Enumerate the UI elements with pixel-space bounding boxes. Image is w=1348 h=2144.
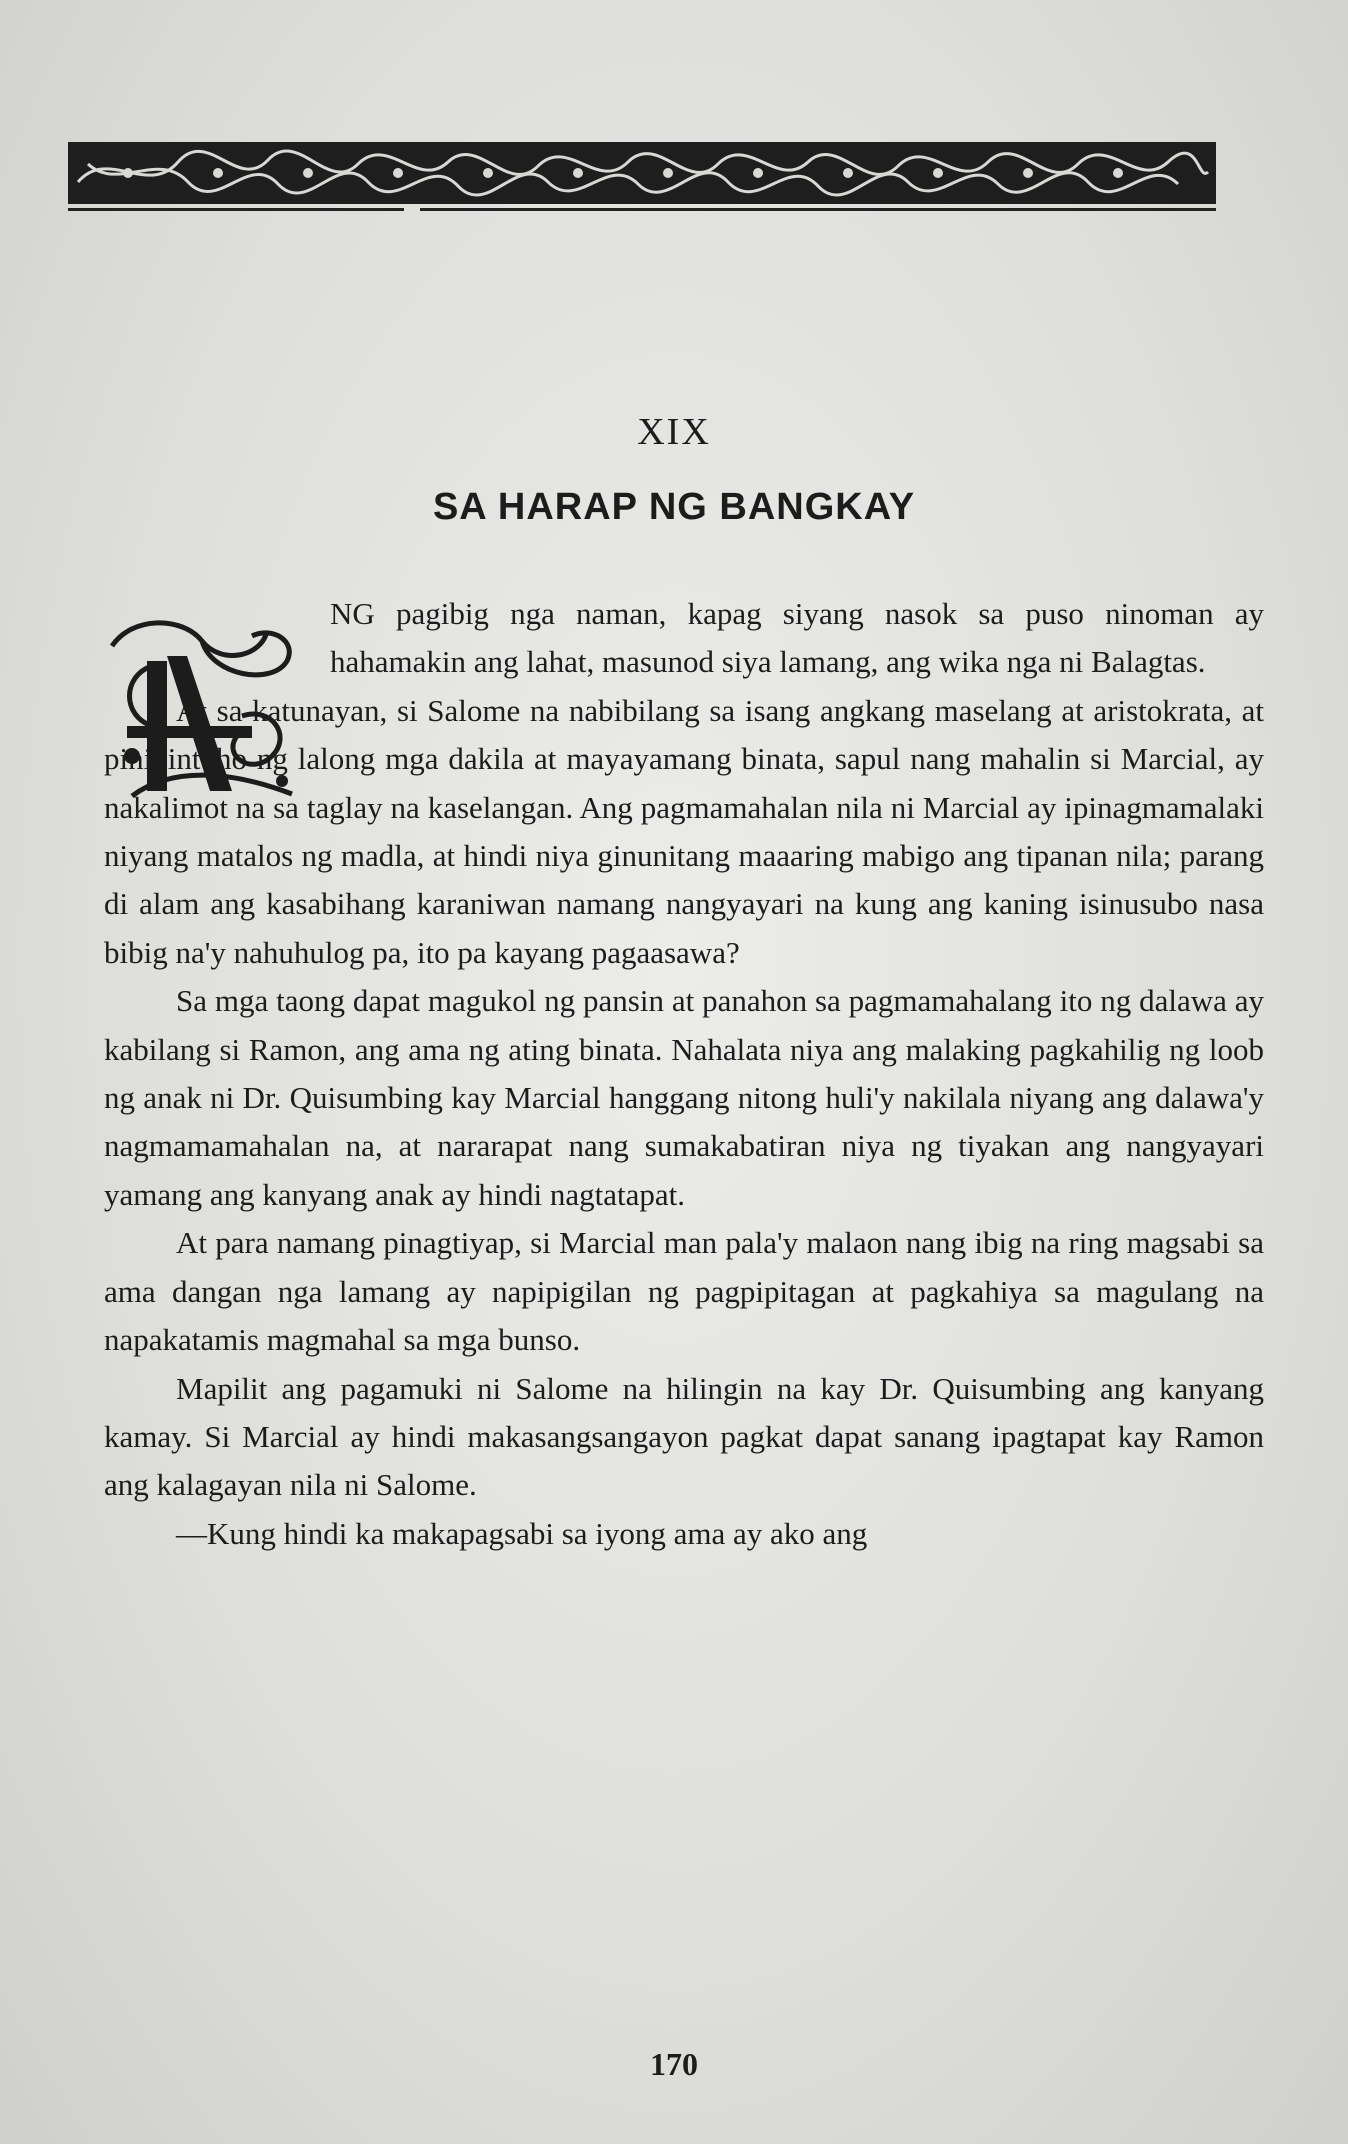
header-rule-left bbox=[68, 208, 404, 211]
paragraph-3: Sa mga taong dapat magukol ng pansin at panahon sa pagmamahalang ito ng dalawa ay kabilang si Ramon, ang ama ng ating binata. Nahalata niya ang malaking pagkahilig ng loob ng anak ni Dr. Quisumbing kay Marcial hanggang nitong huli'y nakilala niyang ang dalawa'y nagmamamahalan na, at nararapat nang sumakabatiran niya ng tiyakan ang nangyayari yamang ang kanyang anak ay hindi nagtatapat. bbox=[104, 983, 1264, 1212]
chapter-title: SA HARAP NG BANGKAY bbox=[432, 486, 916, 528]
header-rule-right bbox=[420, 208, 1216, 211]
decorative-header-border-icon bbox=[68, 142, 1216, 204]
paragraph-6: —Kung hindi ka makapagsabi sa iyong ama ay ako ang bbox=[176, 1515, 868, 1551]
page-number: 170 bbox=[650, 2046, 698, 2082]
body-text bbox=[104, 590, 1264, 1558]
paragraph-5: Mapilit ang pagamuki ni Salome na hilingin na kay Dr. Quisumbing ang kanyang kamay. Si Marcial ay hindi makasangsangayon pagkat dapat sanang ipagtapat kay Ramon ang kalagayan nila ni Salome. bbox=[104, 1370, 1264, 1503]
chapter-number: XIX bbox=[637, 411, 711, 453]
paragraph-4: At para namang pinagtiyap, si Marcial man pala'y malaon nang ibig na ring magsabi sa ama dangan nga lamang ay napipigilan ng pagpipitagan at pagkahiya sa magulang na napakatamis magmahal sa mga bunso. bbox=[104, 1225, 1264, 1358]
paragraph-2: At sa katunayan, si Salome na nabibilang sa isang angkang maselang at aristokrata, at pinipintuho ng lalong mga dakila at mayayamang binata, sapul nang mahalin si Marcial, ay nakalimot na sa taglay na kaselangan. Ang pagmamahalan nila ni Marcial ay ipinagmamalaki niyang matalos ng madla, at hindi niya ginunitang maaaring mabigo ang tipanan nila; parang di alam ang kasabihang karaniwan namang nangyayari na kung ang kaning isinusubo nasa bibig na'y nahuhulog pa, ito pa kayang pagaasawa? bbox=[104, 692, 1264, 970]
paragraph-1: NG pagibig nga naman, kapag siyang nasok sa puso ninoman ay hahamakin ang lahat, masunod siya lamang, ang wika nga ni Balagtas. bbox=[330, 596, 1264, 680]
